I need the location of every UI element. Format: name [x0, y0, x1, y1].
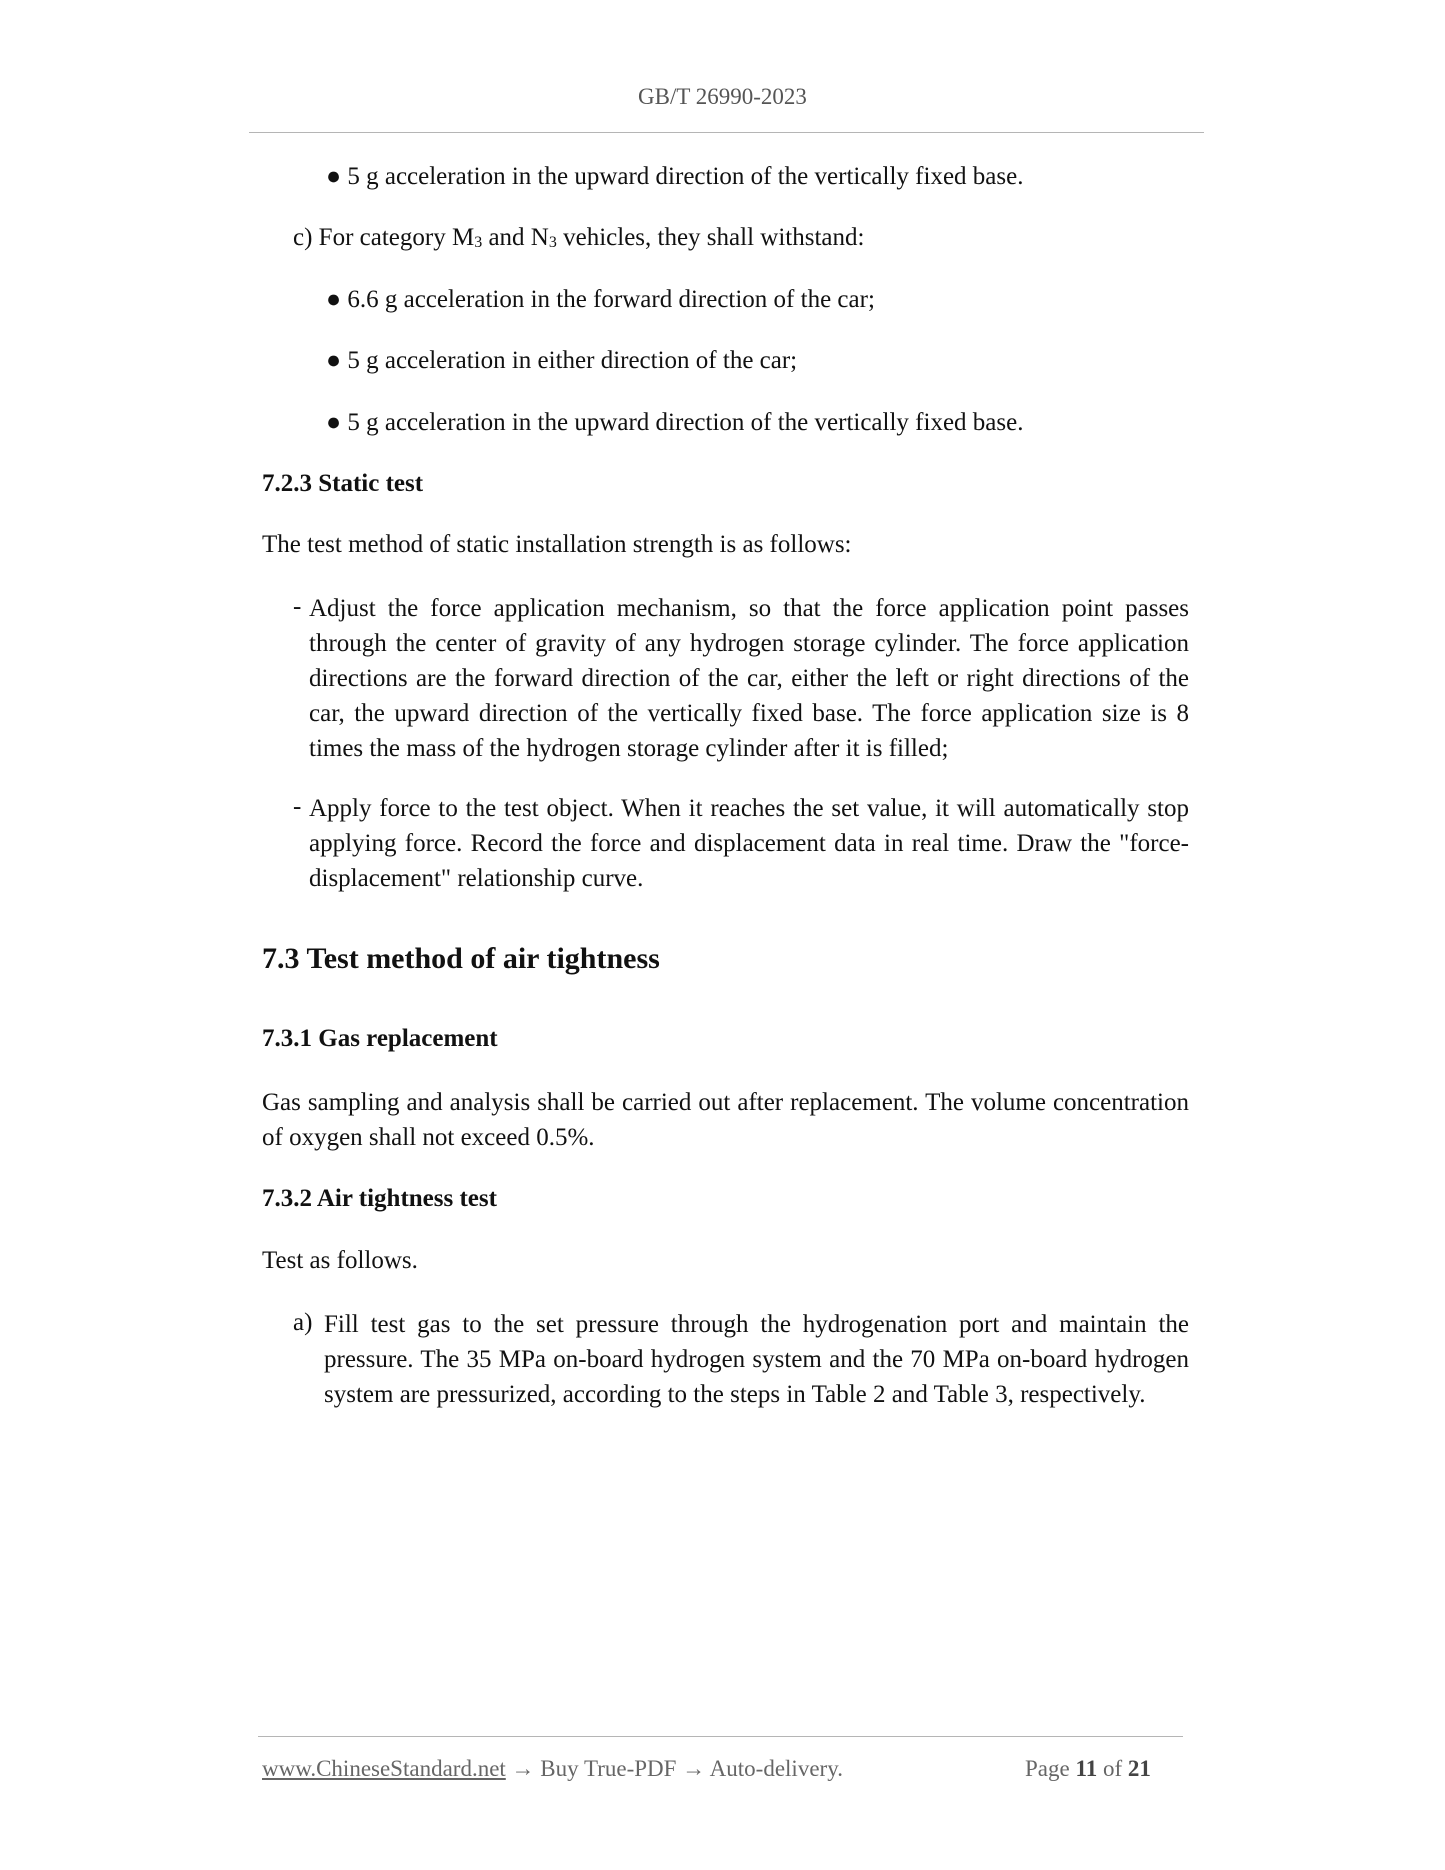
item-a-marker: a)	[293, 1309, 313, 1336]
heading-7-2-3: 7.2.3 Static test	[262, 470, 424, 497]
footer-divider	[258, 1736, 1183, 1737]
heading-7-3: 7.3 Test method of air tightness	[262, 942, 660, 975]
bullet-either: ● 5 g acceleration in either direction of the car;	[326, 347, 798, 374]
bullet-upward-2: ● 5 g acceleration in the upward direction of the vertically fixed base.	[326, 409, 1024, 436]
dash1-marker: -	[293, 593, 302, 620]
header-divider	[249, 132, 1204, 133]
gas-paragraph: Gas sampling and analysis shall be carried out after replacement. The volume concentration of oxygen shall not exceed 0.5%.	[262, 1089, 1189, 1151]
footer-site-link[interactable]: www.ChineseStandard.net	[262, 1756, 506, 1781]
item-c-mid: and N	[482, 224, 549, 251]
page-number: 11	[1075, 1756, 1098, 1781]
arrow-right-icon: →	[511, 1756, 535, 1781]
test-intro: Test as follows.	[262, 1247, 418, 1274]
heading-7-3-1: 7.3.1 Gas replacement	[262, 1025, 498, 1052]
total-pages: 21	[1127, 1756, 1151, 1781]
footer-delivery: Auto-delivery.	[709, 1756, 843, 1781]
item-c-sub-n: 3	[548, 234, 557, 251]
page-label: Page	[1025, 1756, 1070, 1781]
item-c	[293, 224, 864, 252]
page-indicator	[1025, 1756, 1151, 1782]
arrow-right-icon: →	[682, 1756, 706, 1781]
heading-7-3-2: 7.3.2 Air tightness test	[262, 1185, 497, 1212]
bullet-forward: ● 6.6 g acceleration in the forward direction of the car;	[326, 286, 875, 313]
footer-buy-link[interactable]: Buy True-PDF	[540, 1756, 677, 1781]
item-a-text: Fill test gas to the set pressure through the hydrogenation port and maintain the pressure. The 35 MPa on-board hydrogen system and the 70 MPa on-board hydrogen system are pressurized, according to the steps in Table 2 and Table 3, respectively.	[324, 1311, 1189, 1408]
dash2-marker: -	[293, 793, 302, 820]
dash1-text: Adjust the force application mechanism, so that the force application point passes through the center of gravity of any hydrogen storage cylinder. The force application directions are the forward direction of the car, either the left or right directions of the car, the upward direction of the vertically fixed base. The force application size is 8 times the mass of the hydrogen storage cylinder after it is filled;	[309, 595, 1189, 762]
bullet-upward-1: ● 5 g acceleration in the upward direction of the vertically fixed base.	[326, 163, 1024, 190]
document-header: GB/T 26990-2023	[638, 84, 807, 109]
dash2-text: Apply force to the test object. When it reaches the set value, it will automatically stop applying force. Record the force and displacement data in real time. Draw the "force-displacement" relationship curve.	[309, 795, 1189, 892]
item-c-sub-m: 3	[474, 234, 483, 251]
of-label: of	[1102, 1756, 1123, 1781]
item-c-suffix: vehicles, they shall withstand:	[556, 224, 865, 251]
footer-left	[262, 1756, 843, 1782]
item-c-prefix: c) For category M	[293, 224, 475, 251]
static-intro: The test method of static installation strength is as follows:	[262, 531, 852, 558]
